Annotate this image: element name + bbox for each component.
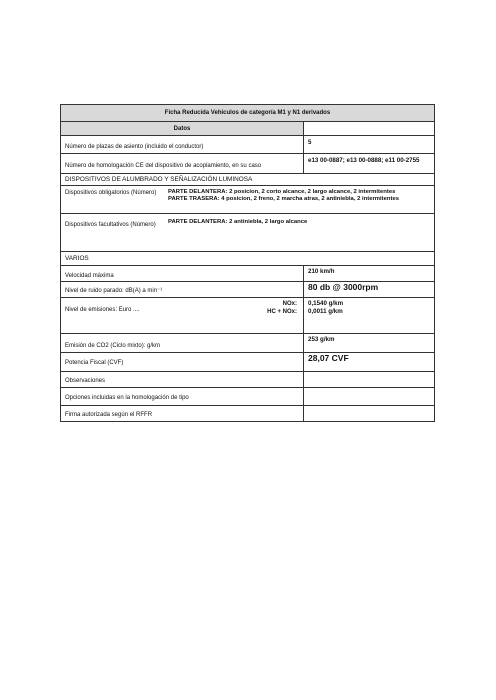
opciones-label: Opciones incluidas en la homologación de tipo <box>61 388 304 405</box>
title-row <box>61 105 434 121</box>
homologacion-value: e13 00-0887; e13 00-0888; e11 00-2755 <box>308 157 420 164</box>
emisiones-label: Nivel de emisiones: Euro .... <box>65 307 140 313</box>
emisiones-label-cell <box>61 298 304 333</box>
observaciones-row <box>61 371 434 387</box>
datos-header: Datos <box>61 122 304 135</box>
homologacion-row <box>61 153 434 173</box>
emisiones-sub-labels <box>267 300 299 331</box>
opciones-value <box>304 388 434 405</box>
alumbrado-header-row <box>61 173 434 185</box>
ruido-value: 80 db @ 3000rpm <box>308 282 379 292</box>
ruido-label: Nivel de ruido parado: dB(A) a min⁻¹ <box>61 282 304 297</box>
facultativos-value: PARTE DELANTERA: 2 antiniebla, 2 largo alcance <box>168 219 308 225</box>
alumbrado-header: DISPOSITIVOS DE ALUMBRADO Y SEÑALIZACIÓN LUMINOSA <box>65 176 253 183</box>
plazas-row <box>61 135 434 153</box>
hcnox-value: 0,0011 g/km <box>308 308 343 315</box>
velocidad-value: 210 km/h <box>308 268 335 275</box>
firma-row <box>61 405 434 421</box>
ruido-row <box>61 281 434 297</box>
plazas-value: 5 <box>308 139 312 146</box>
obligatorios-row <box>61 185 434 213</box>
firma-value <box>304 406 434 421</box>
potencia-label: Potencia Fiscal (CVF) <box>61 353 304 371</box>
obligatorios-line1: PARTE DELANTERA: 2 posicion, 2 corto alcance, 2 largo alcance, 2 intermitentes <box>168 189 396 195</box>
nox-value: 0,1540 g/km <box>308 300 344 307</box>
homologacion-label: Número de homologación CE del dispositivo de acoplamiento, en su caso <box>61 154 304 173</box>
obligatorios-label: Dispositivos obligatorios (Número) <box>65 190 157 196</box>
hcnox-label: HC + NOx: <box>267 309 297 315</box>
potencia-row <box>61 352 434 371</box>
varios-header-row <box>61 251 434 265</box>
datos-row <box>61 121 434 135</box>
observaciones-label: Observaciones <box>61 372 304 387</box>
observaciones-value <box>304 372 434 387</box>
velocidad-label: Velocidad máxima <box>61 266 304 281</box>
velocidad-row <box>61 265 434 281</box>
emisiones-values <box>304 298 434 333</box>
datos-header-empty <box>304 122 434 135</box>
varios-header: VARIOS <box>65 255 89 262</box>
emisiones-row <box>61 297 434 333</box>
obligatorios-values <box>168 188 430 211</box>
plazas-label: Número de plazas de asiento (incluido el conductor) <box>61 136 304 153</box>
table-title: Ficha Reducida Vehículos de categoría M1 y N1 derivados <box>61 105 434 121</box>
obligatorios-cell <box>61 186 434 213</box>
facultativos-row <box>61 213 434 251</box>
opciones-row <box>61 387 434 405</box>
co2-label: Emisión de CO2 (Ciclo mixto): g/km <box>61 334 304 352</box>
firma-label: Firma autorizada según el RFFR <box>61 406 304 421</box>
nox-label: NOx: <box>282 301 297 307</box>
potencia-value: 28,07 CVF <box>308 353 349 363</box>
co2-row <box>61 333 434 352</box>
facultativos-cell <box>61 214 434 251</box>
co2-value: 253 g/km <box>308 336 335 343</box>
facultativos-label: Dispositivos facultativos (Número) <box>65 222 156 228</box>
obligatorios-line2: PARTE TRASERA: 4 posicion, 2 freno, 2 marcha atras, 2 antiniebla, 2 intermitentes <box>168 196 399 202</box>
ficha-reducida-table <box>60 104 435 422</box>
